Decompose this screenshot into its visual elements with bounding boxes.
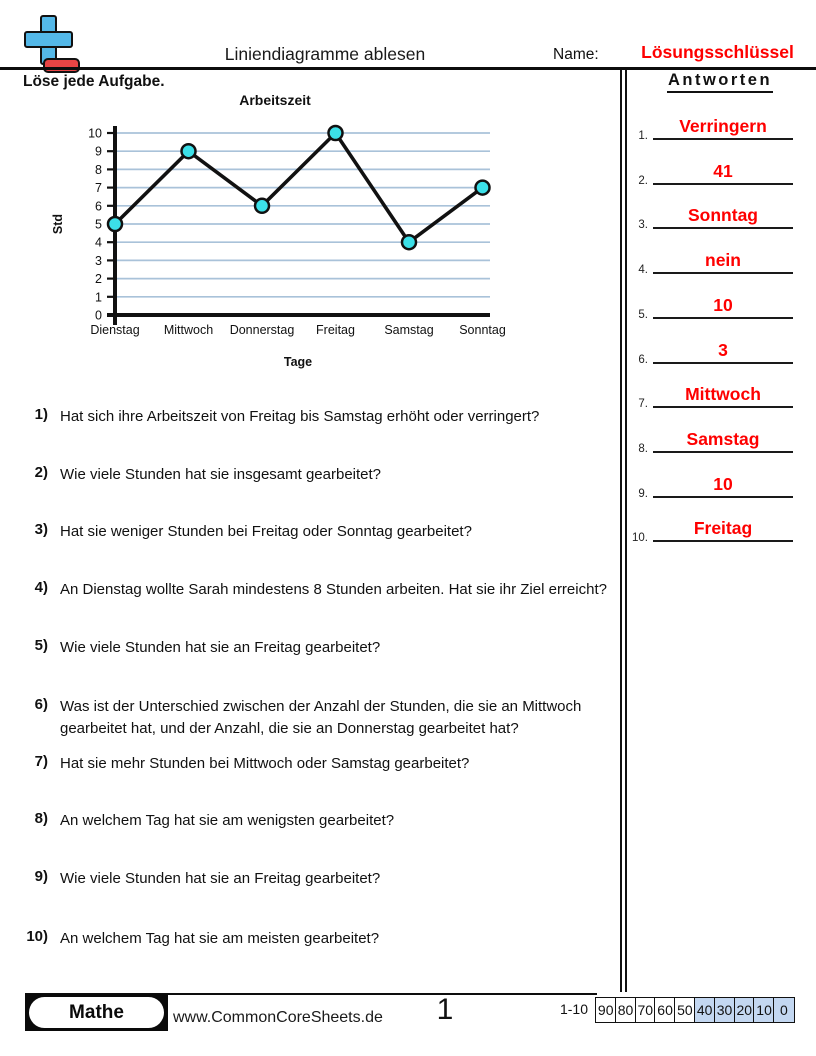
data-point bbox=[402, 235, 416, 249]
answer-value: Mittwoch bbox=[685, 384, 761, 405]
answer-row bbox=[625, 240, 810, 276]
grading-cell: 10 bbox=[753, 997, 774, 1023]
data-point bbox=[255, 199, 269, 213]
question-number: 9) bbox=[34, 868, 48, 885]
y-tick-label: 0 bbox=[95, 308, 102, 323]
x-tick-label: Samstag bbox=[384, 323, 434, 337]
x-tick-label: Freitag bbox=[316, 323, 355, 337]
data-point bbox=[476, 181, 490, 195]
x-tick-label: Sonntag bbox=[459, 323, 506, 337]
grading-cell: 30 bbox=[714, 997, 735, 1023]
answer-number: 1. bbox=[638, 130, 648, 142]
x-tick-label: Donnerstag bbox=[229, 323, 295, 337]
answer-blank-line bbox=[653, 138, 793, 140]
question-text: An welchem Tag hat sie am meisten gearbeitet? bbox=[60, 930, 380, 947]
grading-cell: 40 bbox=[694, 997, 715, 1023]
y-tick-label: 3 bbox=[95, 253, 102, 268]
question-number: 3) bbox=[34, 521, 48, 538]
answer-row bbox=[625, 374, 810, 410]
answer-value: Samstag bbox=[686, 428, 760, 449]
y-tick-label: 5 bbox=[95, 217, 102, 232]
answer-value: Verringern bbox=[679, 116, 767, 136]
subject-badge bbox=[25, 994, 168, 1031]
answer-value: 41 bbox=[713, 160, 733, 181]
y-axis-label: Std bbox=[51, 213, 65, 235]
data-point bbox=[182, 144, 196, 158]
x-tick-label: Dienstag bbox=[90, 323, 140, 337]
grading-cell: 70 bbox=[635, 997, 656, 1023]
question-text: Wie viele Stunden hat sie an Freitag gearbeitet? bbox=[60, 639, 381, 656]
chart-title: Arbeitszeit bbox=[239, 92, 311, 108]
x-axis-label: Tage bbox=[283, 355, 313, 369]
grading-cell: 90 bbox=[595, 997, 616, 1023]
answer-value: Sonntag bbox=[688, 205, 758, 226]
answer-blank-line bbox=[653, 496, 793, 498]
question-text: Wie viele Stunden hat sie an Freitag gearbeitet? bbox=[60, 870, 381, 887]
answer-blank-line bbox=[653, 272, 793, 274]
y-tick-label: 6 bbox=[95, 199, 102, 214]
grading-scale bbox=[595, 997, 795, 1023]
answer-value: 3 bbox=[718, 339, 728, 360]
answer-blank-line bbox=[653, 451, 793, 453]
grading-cell: 60 bbox=[654, 997, 675, 1023]
question-text: Hat sie mehr Stunden bei Mittwoch oder Samstag gearbeitet? bbox=[60, 755, 470, 772]
question-text: An welchem Tag hat sie am wenigsten gearbeitet? bbox=[60, 812, 395, 829]
question-number: 7) bbox=[34, 753, 48, 770]
header-divider bbox=[0, 67, 816, 70]
data-point bbox=[108, 217, 122, 231]
line-chart bbox=[40, 88, 550, 383]
question-number: 5) bbox=[34, 637, 48, 654]
y-tick-label: 8 bbox=[95, 162, 102, 177]
answer-value: Freitag bbox=[693, 518, 753, 539]
answer-blank-line bbox=[653, 227, 793, 229]
answer-row bbox=[625, 285, 810, 321]
y-tick-label: 7 bbox=[95, 181, 102, 196]
answer-number: 5. bbox=[638, 308, 648, 321]
answers-heading: Antworten bbox=[630, 71, 810, 93]
answer-number: 6. bbox=[638, 353, 648, 366]
question-number: 10) bbox=[26, 928, 48, 945]
question-text: Wie viele Stunden hat sie insgesamt gearbeitet? bbox=[60, 466, 382, 483]
question-text: Hat sie weniger Stunden bei Freitag oder Sonntag gearbeitet? bbox=[60, 523, 472, 540]
y-tick-label: 2 bbox=[95, 272, 102, 287]
grading-cell: 20 bbox=[734, 997, 755, 1023]
question-number: 6) bbox=[34, 696, 48, 713]
y-tick-label: 10 bbox=[88, 126, 102, 141]
answer-value: nein bbox=[705, 250, 741, 271]
answer-row bbox=[625, 195, 810, 231]
question-text: Was ist der Unterschied zwischen der Anzahl der Stunden, die sie an Mittwoch gearbeitet hat, und der Anzahl, die sie an Donnerstag gearbeitet hat? bbox=[60, 698, 582, 737]
instruction-text: Löse jede Aufgabe. bbox=[23, 73, 165, 90]
answer-number: 7. bbox=[638, 398, 648, 411]
y-tick-label: 4 bbox=[95, 235, 102, 250]
answer-number: 4. bbox=[638, 264, 648, 277]
y-tick-label: 9 bbox=[95, 144, 102, 159]
question-text: Hat sich ihre Arbeitszeit von Freitag bis Samstag erhöht oder verringert? bbox=[60, 408, 540, 425]
page-title: Liniendiagramme ablesen bbox=[224, 44, 426, 64]
answer-number: 3. bbox=[638, 219, 648, 232]
question-number: 4) bbox=[34, 579, 48, 596]
answer-number: 10. bbox=[632, 532, 648, 545]
question-number: 1) bbox=[34, 406, 48, 423]
answer-blank-line bbox=[653, 317, 793, 319]
answer-blank-line bbox=[653, 183, 793, 185]
data-point bbox=[329, 126, 343, 140]
answer-number: 2. bbox=[638, 174, 648, 187]
answer-row bbox=[625, 330, 810, 366]
y-tick-label: 1 bbox=[95, 290, 102, 305]
answer-blank-line bbox=[653, 362, 793, 364]
answer-row bbox=[625, 106, 810, 142]
answer-row bbox=[625, 464, 810, 500]
grading-scale-label: 1-10 bbox=[559, 1001, 588, 1017]
question-text: An Dienstag wollte Sarah mindestens 8 Stunden arbeiten. Hat sie ihr Ziel erreicht? bbox=[60, 581, 607, 598]
answer-number: 8. bbox=[638, 442, 648, 455]
answer-blank-line bbox=[653, 540, 793, 542]
answer-row bbox=[625, 419, 810, 455]
grading-cell: 80 bbox=[615, 997, 636, 1023]
subject-label: Mathe bbox=[29, 997, 164, 1028]
question-number: 8) bbox=[34, 810, 48, 827]
website-link[interactable]: www.CommonCoreSheets.de bbox=[173, 1009, 383, 1026]
answer-value: 10 bbox=[713, 294, 733, 315]
answer-blank-line bbox=[653, 406, 793, 408]
answer-value: 10 bbox=[713, 473, 733, 494]
answer-row bbox=[625, 508, 810, 544]
name-label: Name: bbox=[553, 46, 599, 63]
x-tick-label: Mittwoch bbox=[163, 323, 214, 337]
answer-number: 9. bbox=[638, 487, 648, 500]
grading-cell: 50 bbox=[674, 997, 695, 1023]
question-number: 2) bbox=[34, 464, 48, 481]
answer-row bbox=[625, 151, 810, 187]
grading-cell: 0 bbox=[773, 997, 794, 1023]
page-number: 1 bbox=[436, 993, 454, 1026]
answer-key-label: Lösungsschlüssel bbox=[641, 42, 794, 62]
